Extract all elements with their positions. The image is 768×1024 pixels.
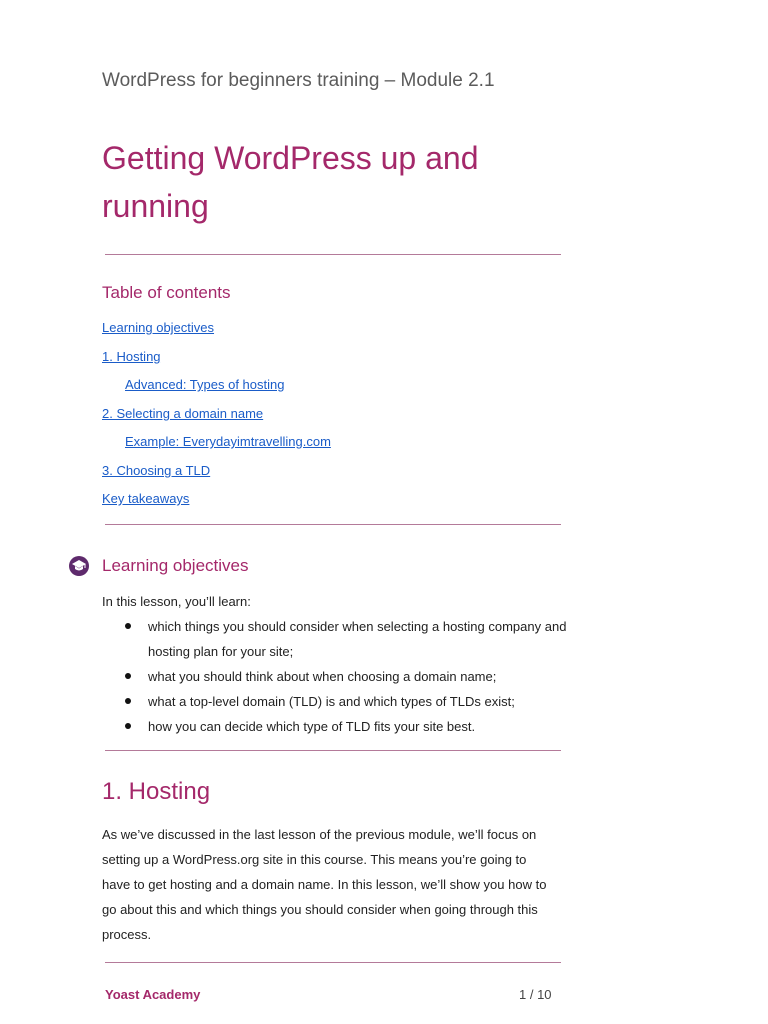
page-title: Getting WordPress up and running <box>102 140 479 224</box>
toc-heading: Table of contents <box>102 283 231 302</box>
bullet-icon <box>125 623 131 629</box>
module-title: WordPress for beginners training – Module 2.1 <box>102 70 495 91</box>
list-item <box>102 714 572 739</box>
toc-link-types-of-hosting[interactable]: Advanced: Types of hosting <box>125 377 285 392</box>
divider <box>105 962 561 963</box>
list-item-text: what a top-level domain (TLD) is and which types of TLDs exist; <box>148 694 515 709</box>
learning-objectives-heading: Learning objectives <box>102 556 249 575</box>
bullet-icon <box>125 673 131 679</box>
toc-link-key-takeaways[interactable]: Key takeaways <box>102 491 190 506</box>
divider <box>105 254 561 255</box>
divider <box>105 524 561 525</box>
toc-link-domain-name[interactable]: 2. Selecting a domain name <box>102 406 264 421</box>
toc-link-choosing-tld[interactable]: 3. Choosing a TLD <box>102 463 211 478</box>
divider <box>105 750 561 751</box>
hosting-heading: 1. Hosting <box>102 778 211 805</box>
footer-brand: Yoast Academy <box>105 987 201 1002</box>
graduation-cap-icon <box>69 556 89 576</box>
toc-link-hosting[interactable]: 1. Hosting <box>102 349 161 364</box>
toc-link-learning-objectives[interactable]: Learning objectives <box>102 320 215 335</box>
page-indicator: 1 / 10 <box>519 987 552 1002</box>
list-item <box>102 689 572 714</box>
learning-objectives-intro: In this lesson, you’ll learn: <box>102 594 251 609</box>
hosting-paragraph: As we’ve discussed in the last lesson of the previous module, we’ll focus on setting up a WordPress.org site in this course. This means you’re going to have to get hosting and a domain name. In this lesson, we’ll show you how to go about this and which things you should consider when going through this process. <box>102 827 547 942</box>
toc-link-example[interactable]: Example: Everydayimtravelling.com <box>125 434 331 449</box>
list-item-text: what you should think about when choosing a domain name; <box>148 669 497 684</box>
list-item <box>102 614 572 664</box>
list-item-text: how you can decide which type of TLD fits your site best. <box>148 719 476 734</box>
list-item <box>102 664 572 689</box>
learning-objectives-list <box>102 614 572 739</box>
bullet-icon <box>125 723 131 729</box>
bullet-icon <box>125 698 131 704</box>
list-item-text: which things you should consider when selecting a hosting company and hosting plan for your site; <box>148 619 567 659</box>
